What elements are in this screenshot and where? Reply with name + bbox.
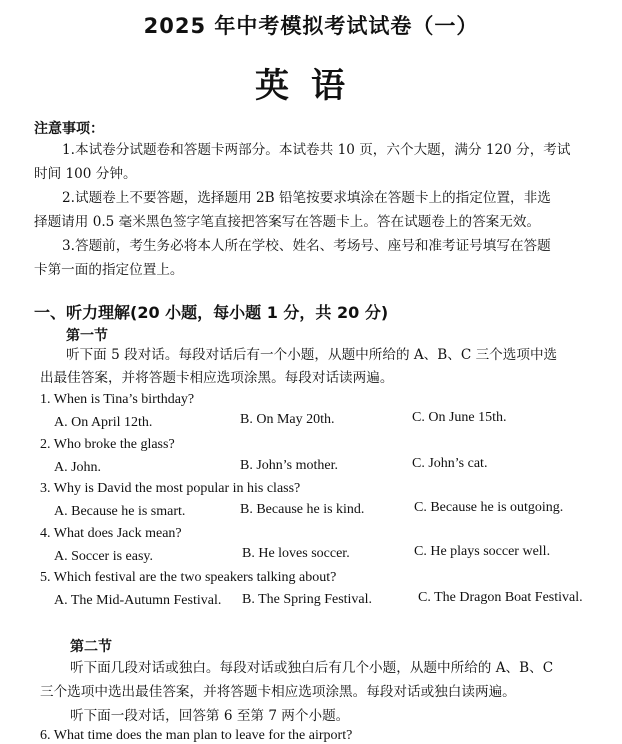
q4-option-b: B. He loves soccer. (242, 546, 350, 561)
subject-title: 英语 (255, 66, 367, 106)
notice-line: 择题请用 0.5 毫米黑色签字笔直接把答案写在答题卡上。答在试题卷上的答案无效。 (34, 214, 541, 230)
q1-option-b: B. On May 20th. (240, 412, 335, 427)
exam-title: 2025 年中考模拟考试试卷（一） (143, 14, 479, 38)
part2-instruction: 听下面一段对话，回答第 6 至第 7 两个小题。 (70, 708, 350, 724)
part1-label: 第一节 (66, 328, 108, 344)
notice-line: 时间 100 分钟。 (34, 166, 137, 182)
part2-instruction: 三个选项中选出最佳答案，并将答题卡相应选项涂黑。每段对话或独白读两遍。 (40, 684, 516, 700)
question-6: 6. What time does the man plan to leave for the airport? (40, 728, 353, 743)
notice-line: 2.试题卷上不要答题，选择题用 2B 铅笔按要求填涂在答题卡上的指定位置，非选 (62, 190, 551, 206)
q2-option-b: B. John’s mother. (240, 458, 339, 473)
q5-option-a: A. The Mid-Autumn Festival. (54, 593, 222, 608)
q3-option-a: A. Because he is smart. (54, 504, 186, 519)
q3-option-b: B. Because he is kind. (240, 502, 365, 517)
q1-option-a: A. On April 12th. (54, 415, 153, 430)
notice-line: 3.答题前，考生务必将本人所在学校、姓名、考场号、座号和准考证号填写在答题 (62, 238, 551, 254)
part2-label: 第二节 (70, 639, 112, 655)
q4-option-a: A. Soccer is easy. (54, 549, 154, 564)
q2-option-c: C. John’s cat. (412, 456, 488, 471)
notice-line: 1.本试卷分试题卷和答题卡两部分。本试卷共 10 页，六个大题，满分 120 分，考试 (62, 142, 571, 158)
question-1: 1. When is Tina’s birthday? (40, 392, 195, 407)
question-2: 2. Who broke the glass? (40, 437, 175, 452)
question-5: 5. Which festival are the two speakers talking about? (40, 570, 337, 585)
q5-option-b: B. The Spring Festival. (242, 592, 373, 607)
q4-option-c: C. He plays soccer well. (414, 544, 551, 559)
q2-option-a: A. John. (54, 460, 102, 475)
part2-instruction: 听下面几段对话或独白。每段对话或独白后有几个小题，从题中所给的 A、B、C (70, 660, 554, 676)
q1-option-c: C. On June 15th. (412, 410, 507, 425)
part1-instruction: 出最佳答案，并将答题卡相应选项涂黑。每段对话读两遍。 (40, 370, 394, 386)
q5-option-c: C. The Dragon Boat Festival. (418, 590, 583, 605)
section-heading: 一、听力理解(20 小题，每小题 1 分，共 20 分) (34, 303, 389, 322)
notice-line: 卡第一面的指定位置上。 (34, 262, 184, 278)
notice-heading: 注意事项： (34, 121, 104, 137)
question-3: 3. Why is David the most popular in his class? (40, 481, 301, 496)
q3-option-c: C. Because he is outgoing. (414, 500, 564, 515)
part1-instruction: 听下面 5 段对话。每段对话后有一个小题，从题中所给的 A、B、C 三个选项中选 (66, 347, 558, 363)
question-4: 4. What does Jack mean? (40, 526, 182, 541)
